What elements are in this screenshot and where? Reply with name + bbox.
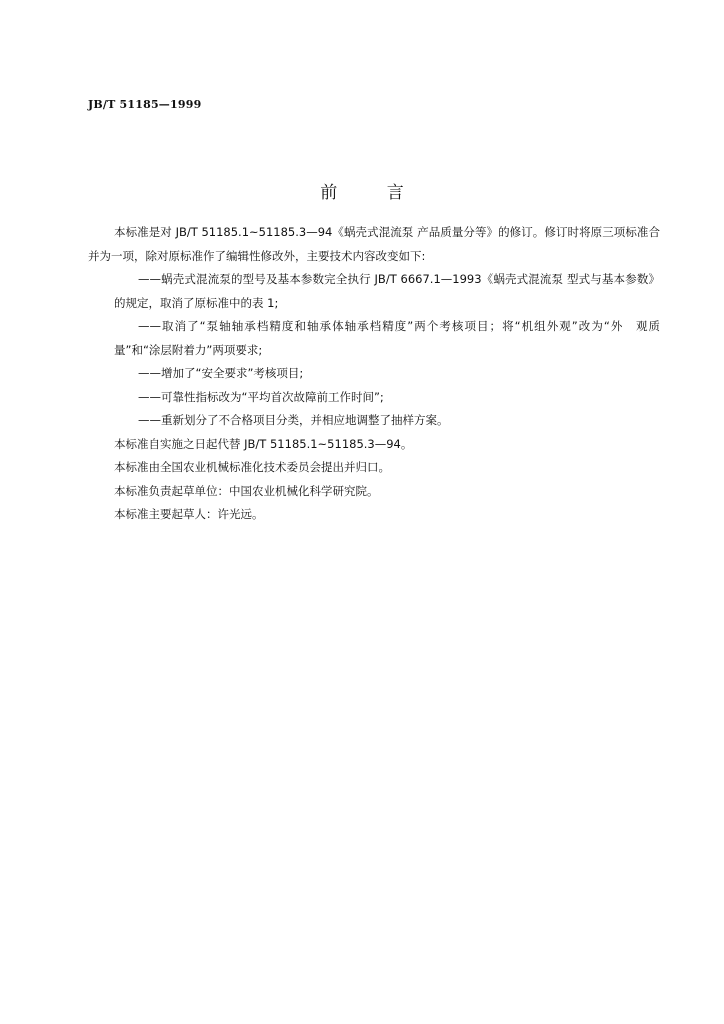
proposed-by-paragraph: 本标准由全国农业机械标准化技术委员会提出并归口。 <box>114 460 390 474</box>
foreword-body <box>88 221 660 527</box>
change-item-reliability: ——可靠性指标改为“平均首次故障前工作时间”; <box>138 389 384 404</box>
change-item-classification: ——重新划分了不合格项目分类，并相应地调整了抽样方案。 <box>138 413 449 427</box>
change-item-safety: ——增加了“安全要求”考核项目; <box>138 366 304 380</box>
drafters-paragraph: 本标准主要起草人：许光远。 <box>114 507 264 521</box>
intro-paragraph: 本标准是对 JB/T 51185.1~51185.3—94《蜗壳式混流泵 产品质量分等》的修订。修订时将原三项标准合并为一项，除对原标准作了编辑性修改外，主要技术内容改变如下: <box>88 225 660 263</box>
drafting-unit-paragraph: 本标准负责起草单位：中国农业机械化科学研究院。 <box>114 483 379 498</box>
change-item-model-params: ——蜗壳式混流泵的型号及基本参数完全执行 JB/T 6667.1—1993《蜗壳式混流泵 型式与基本参数》的规定，取消了原标准中的表 1; <box>114 272 660 310</box>
change-item-removed-checks: ——取消了“泵轴轴承档精度和轴承体轴承档精度”两个考核项目；将“机组外观”改为“外 观质量”和“涂层附着力”两项要求; <box>114 319 660 357</box>
replaces-paragraph: 本标准自实施之日起代替 JB/T 51185.1~51185.3—94。 <box>114 436 413 451</box>
page-title: 前 言 <box>320 183 426 203</box>
standard-code: JB/T 51185—1999 <box>88 98 202 111</box>
